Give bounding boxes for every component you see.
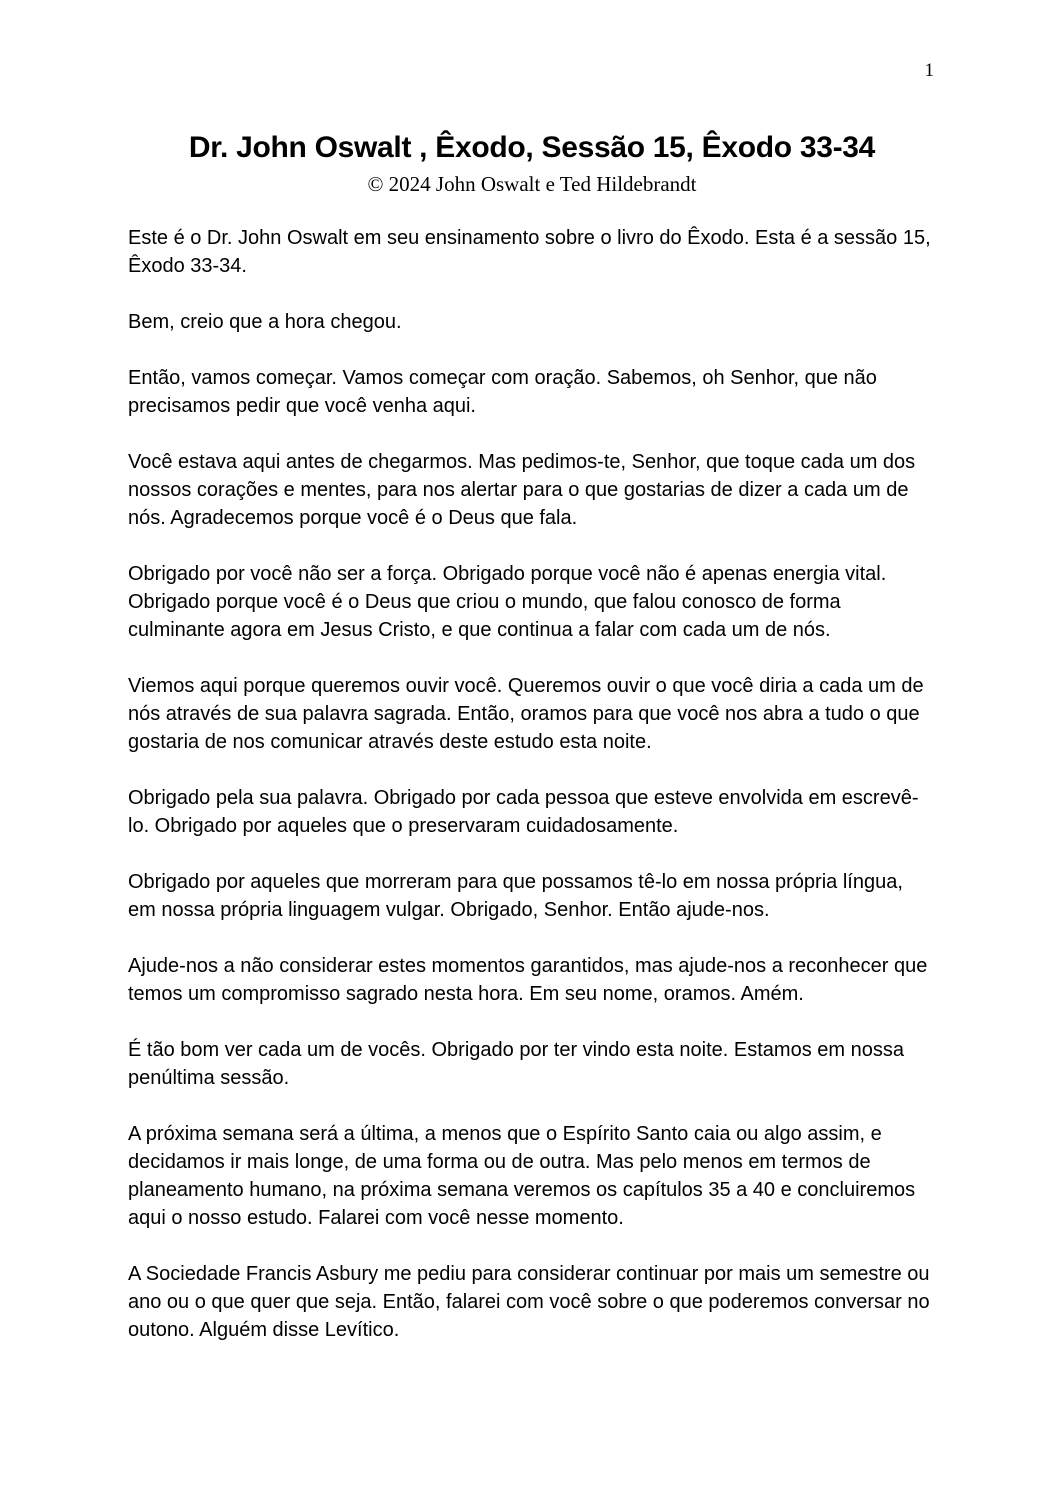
paragraph: É tão bom ver cada um de vocês. Obrigado por ter vindo esta noite. Estamos em nossa penúltima sessão. (128, 1039, 904, 1089)
document-body (128, 224, 936, 1344)
paragraph: Obrigado por aqueles que morreram para que possamos tê-lo em nossa própria língua, em nossa própria linguagem vulgar. Obrigado, Senhor. Então ajude-nos. (128, 871, 903, 921)
page-number: 1 (924, 60, 934, 81)
paragraph: Obrigado por você não ser a força. Obrigado porque você não é apenas energia vital. Obrigado porque você é o Deus que criou o mundo, que falou conosco de forma culminante agora em Jesus Cristo, e que continua a falar com cada um de nós. (128, 563, 887, 641)
paragraph: Ajude-nos a não considerar estes momentos garantidos, mas ajude-nos a reconhecer que temos um compromisso sagrado nesta hora. Em seu nome, oramos. Amém. (128, 955, 928, 1005)
paragraph: Viemos aqui porque queremos ouvir você. Queremos ouvir o que você diria a cada um de nós através de sua palavra sagrada. Então, oramos para que você nos abra a tudo o que gostaria de nos comunicar através deste estudo esta noite. (128, 675, 924, 753)
document-title: Dr. John Oswalt , Êxodo, Sessão 15, Êxodo 33-34 (188, 131, 876, 164)
paragraph: A próxima semana será a última, a menos que o Espírito Santo caia ou algo assim, e decidamos ir mais longe, de uma forma ou de outra. Mas pelo menos em termos de planeamento humano, na próxima semana veremos os capítulos 35 a 40 e concluiremos aqui o nosso estudo. Falarei com você nesse momento. (128, 1123, 916, 1229)
paragraph: Então, vamos começar. Vamos começar com oração. Sabemos, oh Senhor, que não precisamos pedir que você venha aqui. (128, 367, 877, 417)
copyright-line: © 2024 John Oswalt e Ted Hildebrandt (367, 172, 697, 196)
paragraph: Bem, creio que a hora chegou. (128, 311, 402, 333)
paragraph: A Sociedade Francis Asbury me pediu para considerar continuar por mais um semestre ou ano ou o que quer que seja. Então, falarei com você sobre o que poderemos conversar no outono. Alguém disse Levítico. (128, 1263, 930, 1341)
paragraph: Obrigado pela sua palavra. Obrigado por cada pessoa que esteve envolvida em escrevê-lo. Obrigado por aqueles que o preservaram cuidadosamente. (128, 787, 919, 837)
paragraph: Você estava aqui antes de chegarmos. Mas pedimos-te, Senhor, que toque cada um dos nossos corações e mentes, para nos alertar para o que gostarias de dizer a cada um de nós. Agradecemos porque você é o Deus que fala. (128, 451, 916, 529)
paragraph: Este é o Dr. John Oswalt em seu ensinamento sobre o livro do Êxodo. Esta é a sessão 15, Êxodo 33-34. (128, 227, 931, 277)
